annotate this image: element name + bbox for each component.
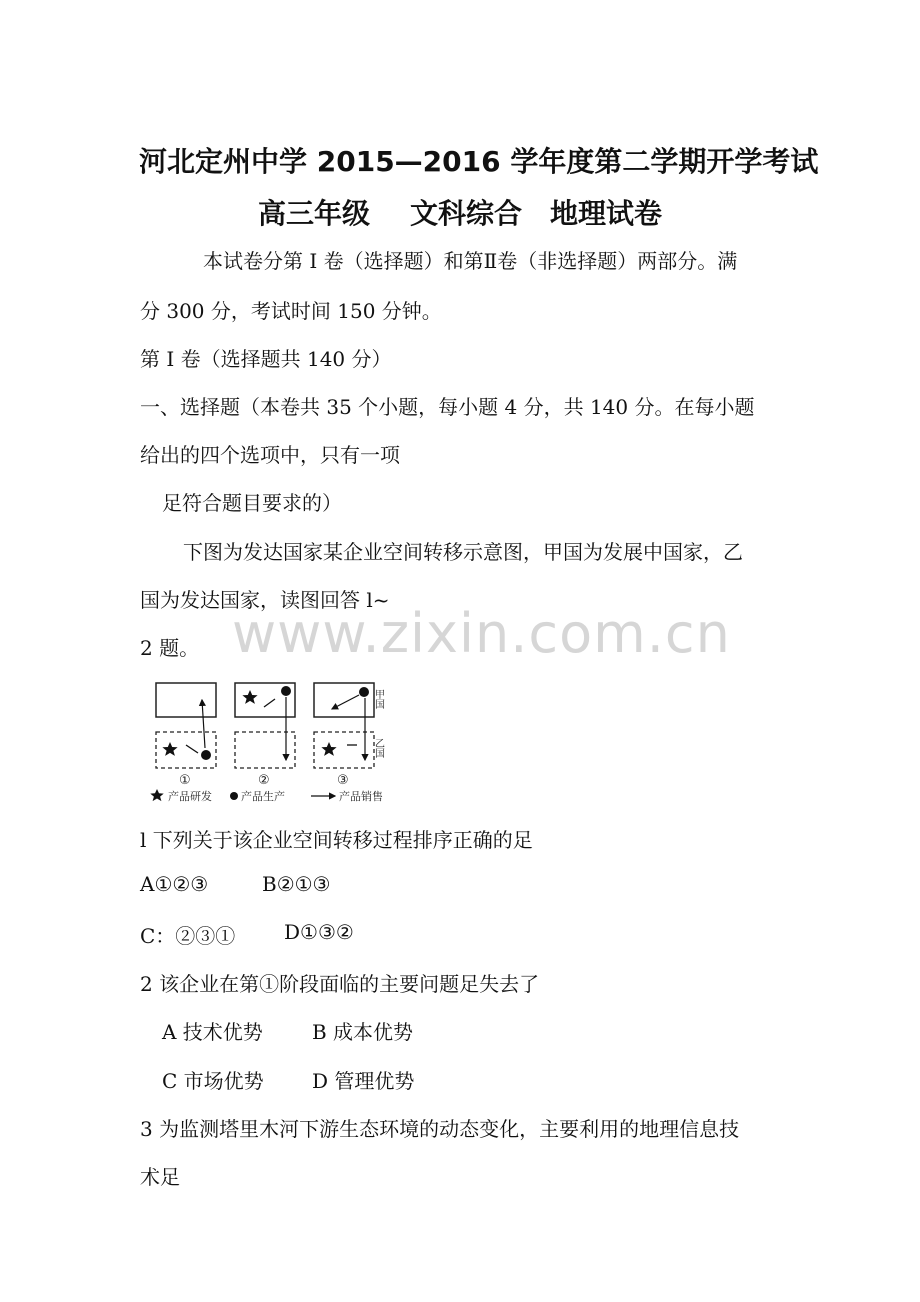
panel-3 <box>314 683 374 768</box>
question-2-option-c: C 市场优势 <box>162 1069 264 1093</box>
question-2-option-b: B 成本优势 <box>312 1020 414 1044</box>
enterprise-transfer-figure <box>148 676 393 810</box>
country-a-label: 甲国 <box>372 689 384 709</box>
exam-paper-name: 地理试卷 <box>550 197 663 230</box>
question-2-option-a: A 技术优势 <box>162 1020 263 1044</box>
intro-line-1: 本试卷分第 I 卷（选择题）和第Ⅱ卷（非选择题）两部分。满 <box>203 249 738 273</box>
question-2-option-d: D 管理优势 <box>312 1069 415 1093</box>
instructions-line-1: 一、选择题（本卷共 35 个小题，每小题 4 分，共 140 分。在每小题 <box>140 395 755 419</box>
panel-2 <box>235 683 295 768</box>
instructions-line-2: 给出的四个选项中，只有一项 <box>140 443 400 467</box>
question-3-stem-line-1: 3 为监测塔里木河下游生态环境的动态变化，主要利用的地理信息技 <box>140 1117 740 1141</box>
question-1-option-d: D①③② <box>284 920 354 944</box>
panel-2-label: ② <box>258 773 270 788</box>
material-line-1: 下图为发达国家某企业空间转移示意图，甲国为发展中国家，乙 <box>183 540 743 564</box>
exam-title: 河北定州中学 2015—2016 学年度第二学期开学考试 <box>139 145 819 178</box>
exam-grade: 高三年级 <box>258 197 371 230</box>
panel-1-country-b-box <box>156 732 216 768</box>
country-b-label: 乙国 <box>372 738 384 758</box>
legend-production-label: 产品生产 <box>241 790 285 803</box>
question-1-option-b: B②①③ <box>262 872 331 896</box>
legend-dot-icon <box>230 792 238 800</box>
legend-star-icon <box>150 789 163 801</box>
star-icon <box>321 742 336 756</box>
question-2-stem: 2 该企业在第①阶段面临的主要问题足失去了 <box>140 972 540 996</box>
panel-1-country-a-box <box>156 683 216 717</box>
material-line-3: 2 题。 <box>140 636 200 660</box>
exam-subject: 文科综合 <box>410 197 523 230</box>
question-1-stem: l 下列关于该企业空间转移过程排序正确的足 <box>140 828 533 852</box>
intro-line-2: 分 300 分，考试时间 150 分钟。 <box>140 299 442 323</box>
panel-1 <box>156 683 216 768</box>
dot-icon <box>359 687 369 697</box>
panel-1-label: ① <box>179 773 191 788</box>
star-icon <box>242 690 257 704</box>
star-icon <box>162 742 177 756</box>
question-3-stem-line-2: 术足 <box>140 1165 180 1189</box>
section-heading: 第 I 卷（选择题共 140 分） <box>140 347 392 371</box>
watermark: www.zixin.com.cn <box>232 602 731 665</box>
legend-sales-label: 产品销售 <box>339 790 383 803</box>
dot-icon <box>281 686 291 696</box>
instructions-line-3: 足符合题目要求的） <box>162 491 342 515</box>
panel-3-label: ③ <box>337 773 349 788</box>
dot-icon <box>201 750 211 760</box>
legend-research-label: 产品研发 <box>168 790 212 803</box>
question-1-option-c: C：②③① <box>140 924 236 948</box>
question-1-option-a: A①②③ <box>140 872 209 896</box>
material-line-2: 国为发达国家，读图回答 l~ <box>140 588 390 612</box>
